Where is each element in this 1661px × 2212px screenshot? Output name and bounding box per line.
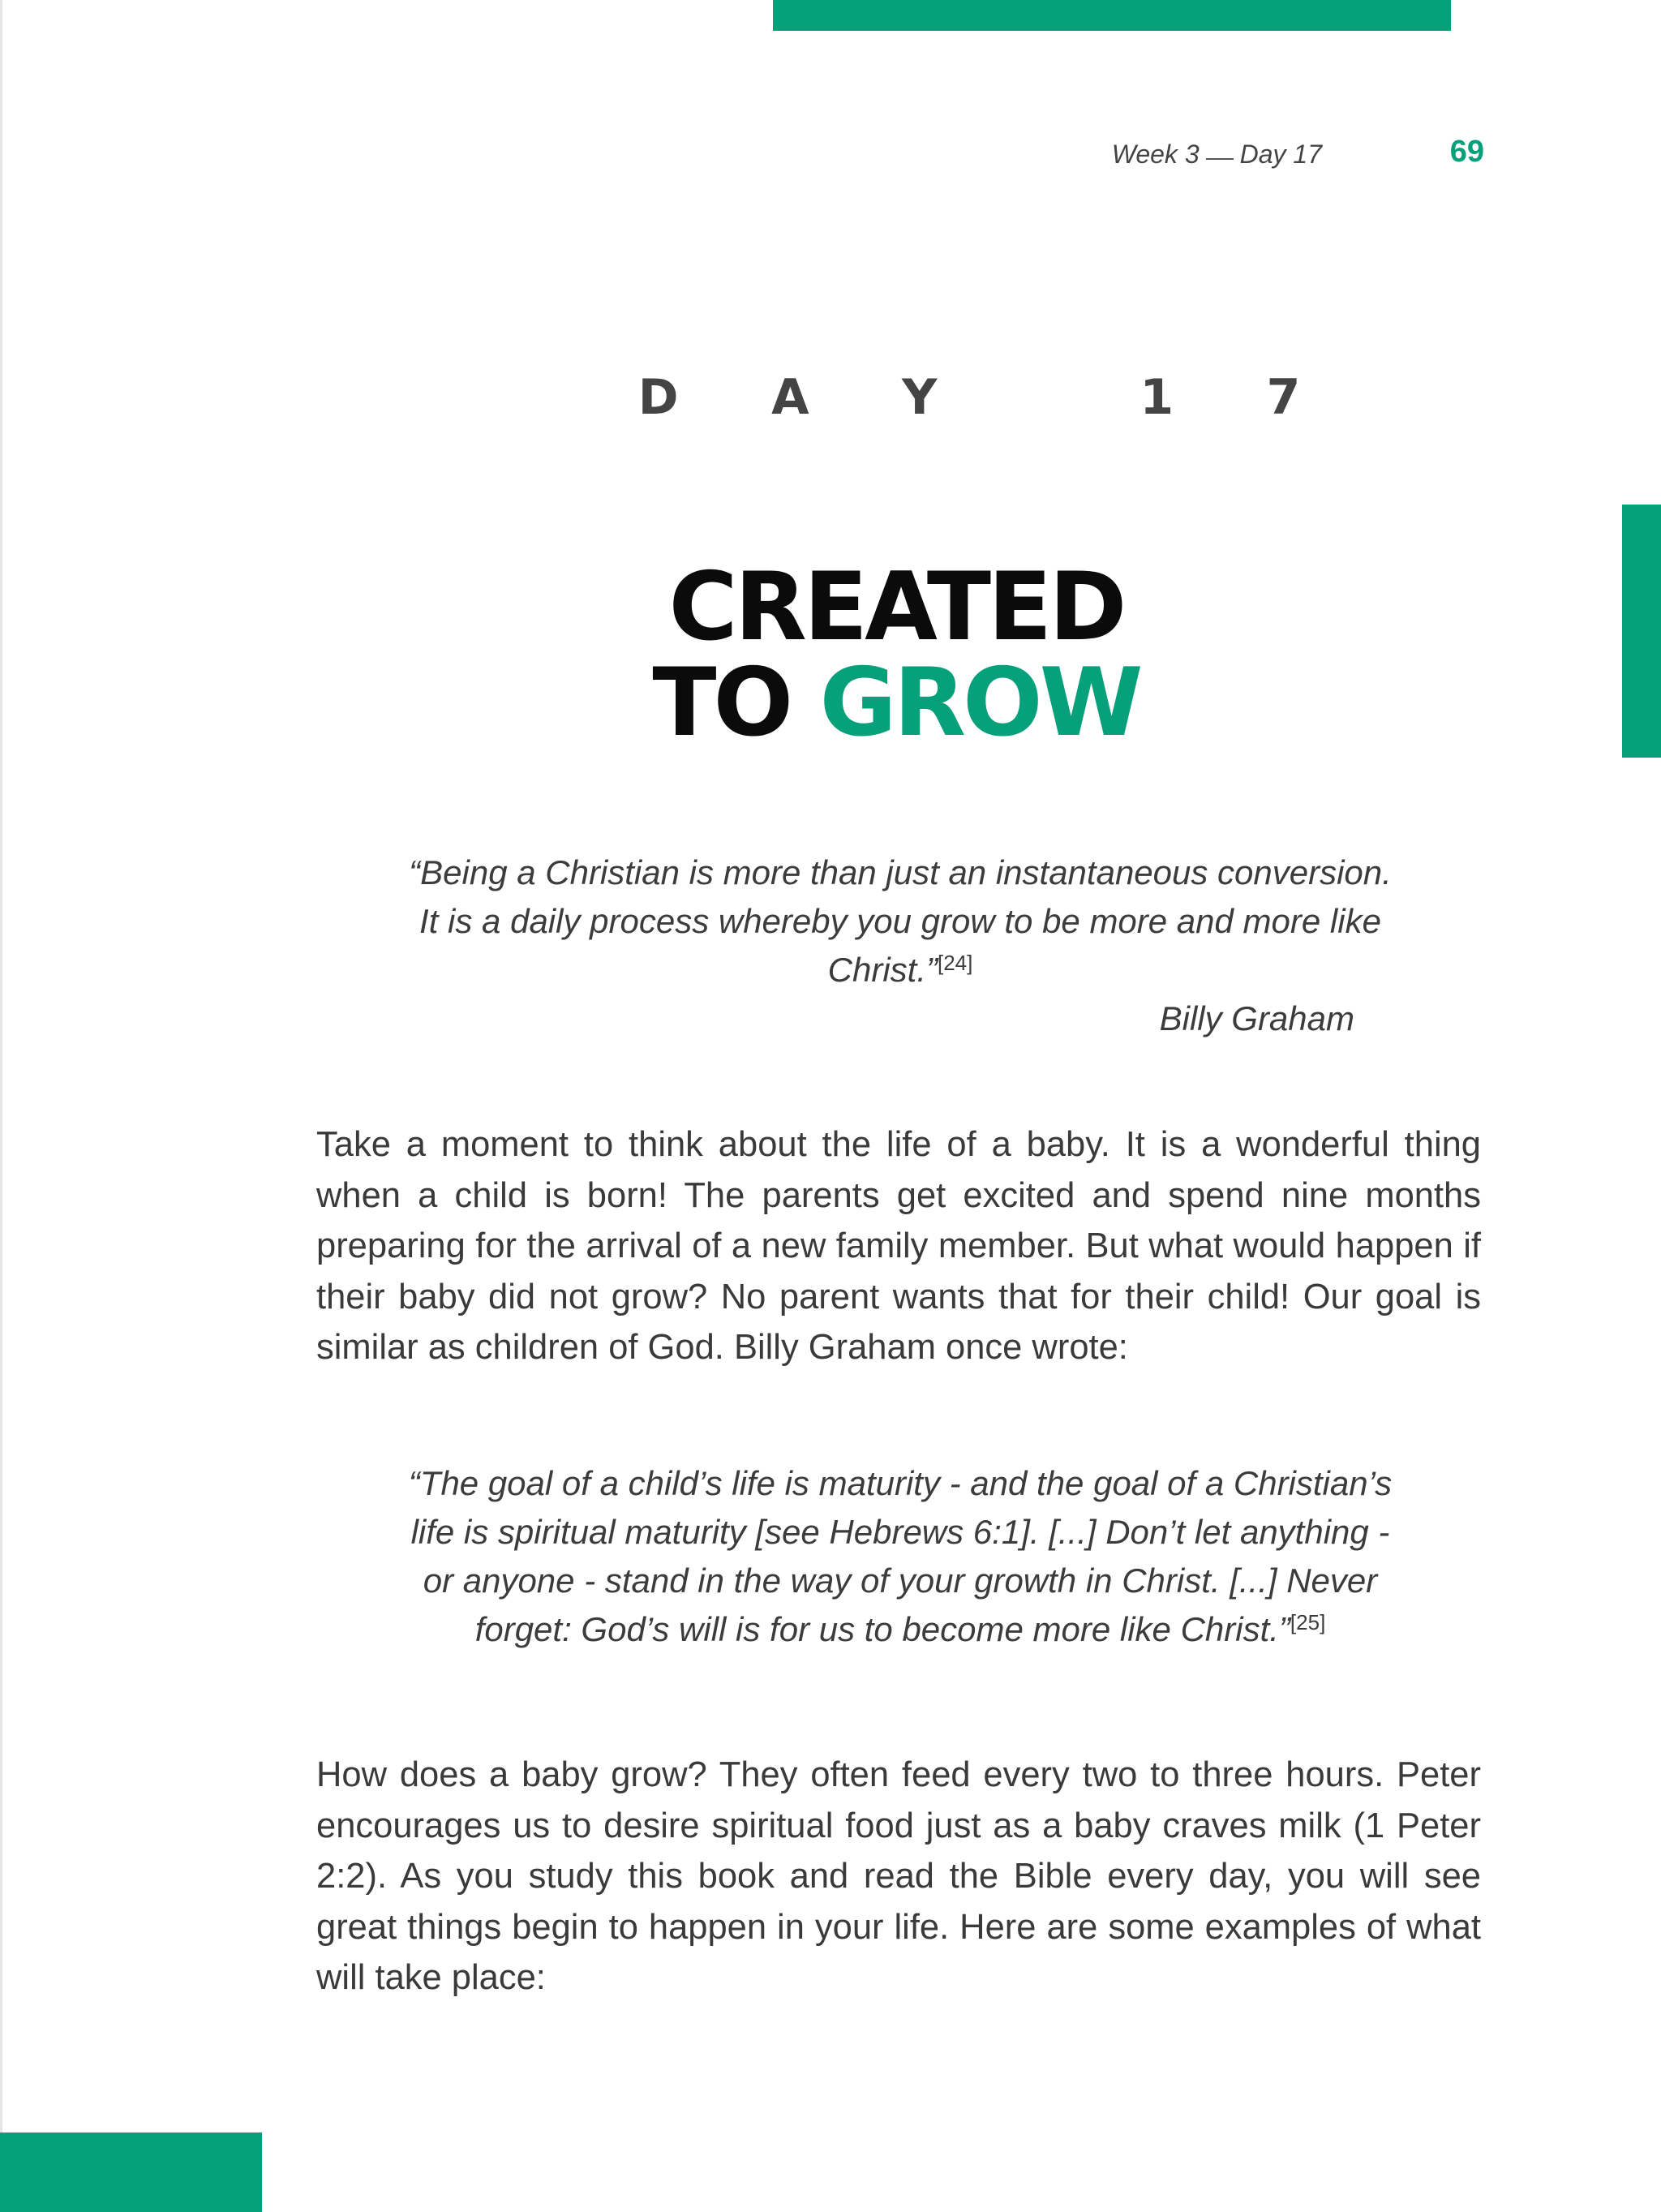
header-separator (1206, 158, 1234, 160)
title-word-grow: GROW (819, 648, 1140, 758)
right-edge-tab (1622, 505, 1661, 758)
running-header (1054, 140, 1322, 170)
chapter-title (487, 552, 1306, 758)
body-paragraph-1: Take a moment to think about the life of a baby. It is a wonderful thing when a child is born! The parents get excited and spend nine months preparing for the arrival of a new family member. But what would happen if their baby did not grow? No parent wants that for their child! Our goal is similar as children of God. Billy Graham once wrote: (316, 1125, 1481, 1367)
title-word-to: TO (652, 648, 791, 758)
epigraph-attribution: Billy Graham (1159, 999, 1354, 1037)
epigraph-quote (406, 848, 1395, 994)
block-quote (406, 1459, 1395, 1654)
epigraph-footnote: [24] (937, 951, 973, 975)
block-quote-text: “The goal of a child’s life is maturity - and the goal of a Christian’s life is spiritual maturity [see Hebrews 6:1]. [...] Don’t let anything - or anyone - stand in the way of your growth in Christ. [...] Never forget: God’s will is for us to become more like Christ.” (408, 1464, 1393, 1648)
page-edge (0, 0, 2, 2212)
block-quote-footnote: [25] (1290, 1610, 1326, 1634)
page-number: 69 (1449, 135, 1484, 169)
top-accent-bar (773, 0, 1451, 31)
day-ref-label: Day 17 (1239, 140, 1322, 169)
week-label: Week 3 (1111, 140, 1200, 169)
bottom-accent-bar (0, 2133, 262, 2212)
day-label: D A Y 1 7 (637, 369, 1339, 426)
title-line-1: CREATED (668, 552, 1124, 662)
title-line-2 (487, 648, 1306, 758)
epigraph-text: “Being a Christian is more than just an instantaneous conversion. It is a daily process whereby you grow to be more and more like Christ.” (409, 853, 1392, 989)
body-paragraph-2: How does a baby grow? They often feed every two to three hours. Peter encourages us to desire spiritual food just as a baby craves milk (1 Peter 2:2). As you study this book and read the Bible every day, you will see great things begin to happen in your life. Here are some examples of what will take place: (316, 1755, 1481, 1997)
